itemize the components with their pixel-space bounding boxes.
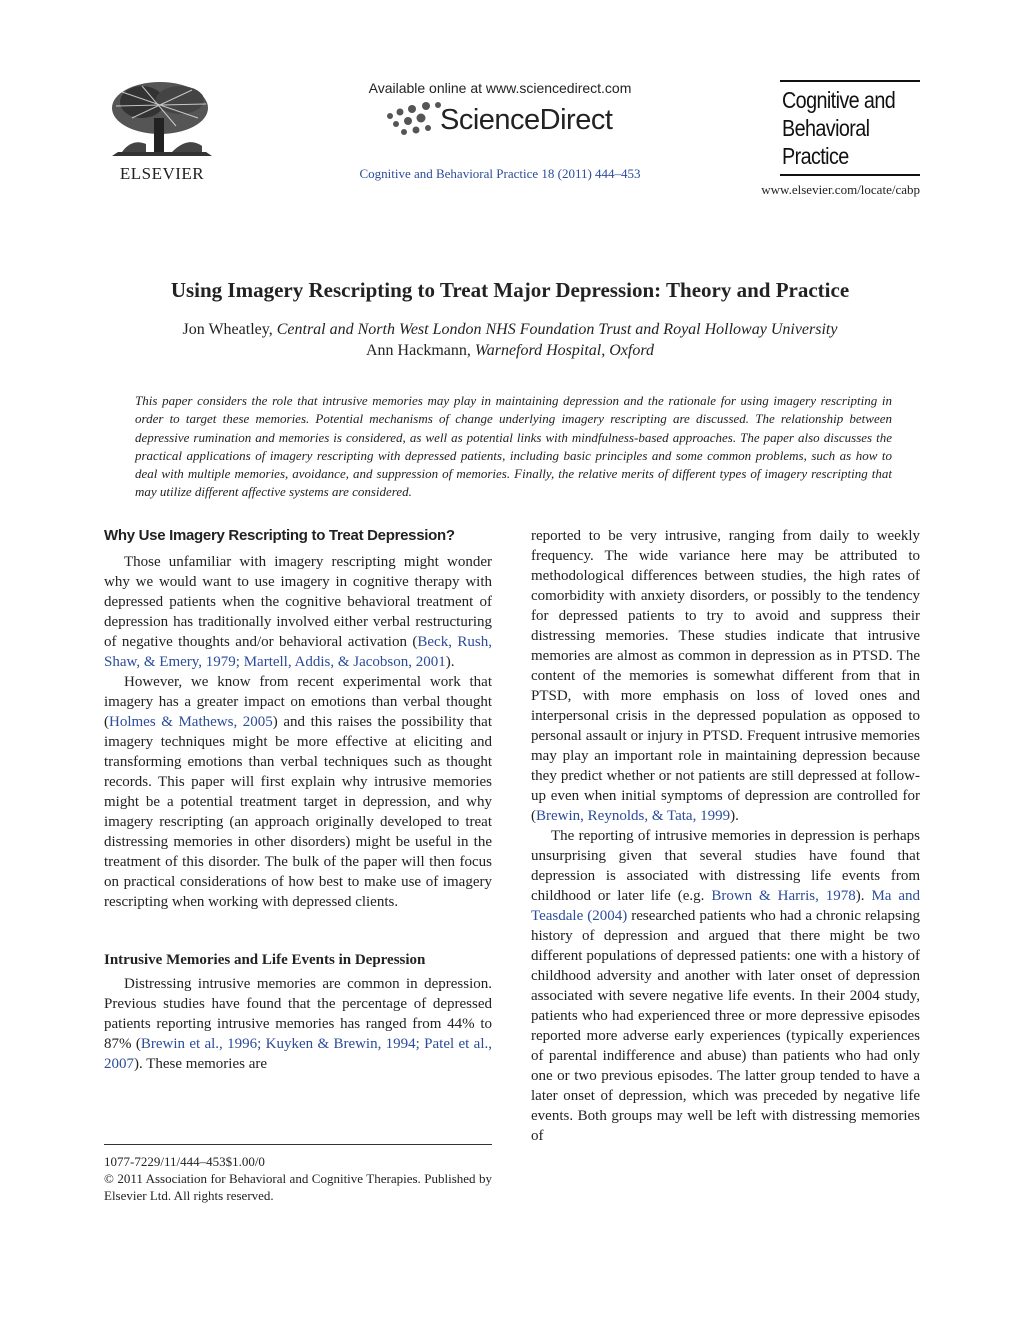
available-online-text: Available online at www.sciencedirect.com [368, 80, 632, 96]
citation-link[interactable]: Brown & Harris, 1978 [711, 888, 856, 904]
citation-link[interactable]: Brewin, Reynolds, & Tata, 1999 [536, 808, 731, 824]
paragraph: Distressing intrusive memories are common in depression. Previous studies have found that the percentage of depressed patients reporting intrusive memories has ranged from 44% to 87% (Brewin et al., 1996; Kuyken & Brewin, 1994; Patel et al., 2007). These memories are [104, 976, 492, 1072]
right-column [531, 526, 920, 1146]
journal-logo-line: Behavioral [782, 115, 870, 141]
section-heading: Why Use Imagery Rescripting to Treat Depression? [104, 527, 455, 544]
subsection-heading: Intrusive Memories and Life Events in Depression [104, 952, 426, 968]
left-column [104, 526, 492, 1074]
copyright-footnote [104, 1153, 492, 1204]
sciencedirect-wordmark: ScienceDirect [440, 104, 613, 136]
copyright-line: © 2011 Association for Behavioral and Cognitive Therapies. Published by Elsevier Ltd. All rights reserved. [104, 1171, 492, 1203]
journal-url[interactable]: www.elsevier.com/locate/cabp [761, 182, 920, 197]
journal-logo-line: Practice [782, 143, 849, 169]
author-line [60, 321, 960, 339]
abstract: This paper considers the role that intrusive memories may play in maintaining depression and the rationale for using imagery rescripting in order to target these memories. Potential mechanisms of change underlying imagery rescripting are discussed. The relationship between depressive rumination and memories is considered, as well as potential links with mindfulness-based approaches. The paper also discusses the practical applications of imagery rescripting with depressed patients, including basic principles and some common problems, such as how to deal with multiple memories, avoidance, and suppression of memories. Finally, the relative merits of different types of imagery rescripting that may utilize different affective systems are considered. [135, 393, 892, 500]
citation-link[interactable]: Holmes & Mathews, 2005 [109, 714, 273, 730]
author-line [60, 342, 960, 360]
journal-citation[interactable]: Cognitive and Behavioral Practice 18 (2011) 444–453 [359, 166, 641, 181]
paragraph: reported to be very intrusive, ranging from daily to weekly frequency. The wide variance here may be attributed to methodological differences between studies, the high rates of comorbidity with anxiety disorders, or possibly to the tendency for depressed patients to try to avoid and suppress their distressing memories. These studies indicate that intrusive memories are almost as common in depression as in PTSD. The content of the memories is somewhat different from that in PTSD, with more emphasis on loss of loved ones and interpersonal crisis in the depressed population as opposed to personal assault or injury in PTSD. Frequent intrusive memories may play an important role in maintaining depression because they predict whether or not patients are still depressed at follow-up even when initial symptoms of depression are controlled for (Brewin, Reynolds, & Tata, 1999). [531, 528, 920, 824]
journal-logo-line: Cognitive and [782, 87, 896, 113]
author-affiliation: Warneford Hospital, Oxford [474, 342, 654, 359]
publisher-name: ELSEVIER [119, 164, 205, 183]
author-name: Jon Wheatley, [182, 321, 273, 338]
citation-link[interactable]: Ma and Teasdale (2004) [531, 888, 920, 924]
issn-line: 1077-7229/11/444–453$1.00/0 [104, 1154, 265, 1169]
article-title: Using Imagery Rescripting to Treat Major Depression: Theory and Practice [170, 278, 850, 302]
citation-link[interactable]: Beck, Rush, Shaw, & Emery, 1979; Martell, Addis, & Jacobson, 2001 [104, 634, 492, 670]
footnote-divider [104, 1144, 492, 1145]
author-affiliation: Central and North West London NHS Foundation Trust and Royal Holloway University [276, 321, 838, 338]
paragraph: However, we know from recent experimental work that imagery has a greater impact on emotions than verbal thought (Holmes & Mathews, 2005) and this raises the possibility that imagery techniques might be more effective at eliciting and transforming emotions than verbal techniques such as thought records. This paper will first explain why intrusive memories might be a potential treatment target in depression, and why imagery rescripting (an approach originally developed to treat distressing memories in other disorders) might be useful in the treatment of this disorder. The bulk of the paper will then focus on practical considerations of how best to make use of imagery rescripting when working with depressed clients. [104, 674, 492, 910]
journal-logo [782, 86, 895, 170]
paragraph: The reporting of intrusive memories in depression is perhaps unsurprising given that several studies have found that depression is associated with distressing life events from childhood or later life (e.g. Brown & Harris, 1978). Ma and Teasdale (2004) researched patients who had a chronic relapsing history of depression and argued that there might be two different populations of depressed patients: one with a history of childhood adversity and another with later onset of depression associated with severe negative life events. In their 2004 study, patients who had experienced three or more depressive episodes reported more adverse early experiences (typically experiences of parental indifference and abuse) than patients who had only one or two previous episodes. The latter group tended to have a later onset of depression, which was preceded by negative life events. Both groups may well be left with distressing memories of [531, 828, 920, 1144]
author-name: Ann Hackmann, [366, 342, 471, 359]
paragraph: Those unfamiliar with imagery rescripting might wonder why we would want to use imagery in cognitive therapy with depressed patients when the cognitive behavioral treatment of depression has traditionally involved either verbal restructuring of negative thoughts and/or behavioral activation (Beck, Rush, Shaw, & Emery, 1979; Martell, Addis, & Jacobson, 2001). [104, 554, 492, 670]
citation-link[interactable]: Brewin et al., 1996; Kuyken & Brewin, 1994; Patel et al., 2007 [104, 1036, 492, 1072]
